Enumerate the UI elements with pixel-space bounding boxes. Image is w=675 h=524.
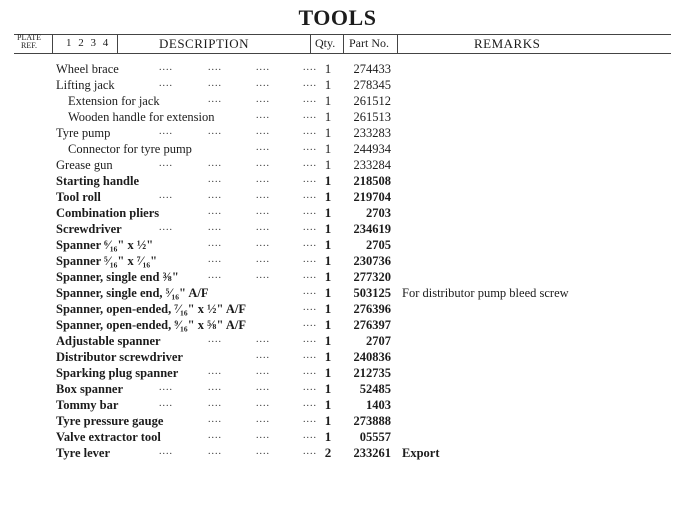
quantity: 1 — [324, 429, 332, 444]
tool-description: Tool roll — [56, 190, 101, 204]
tool-description: Spanner ⁶⁄₁₆" x ½" — [56, 238, 154, 252]
leader-dots: .... — [208, 334, 222, 345]
tools-table-body — [0, 61, 675, 461]
quantity: 1 — [324, 157, 332, 172]
leader-dots: .... — [208, 62, 222, 73]
part-number: 233284 — [353, 158, 391, 172]
quantity: 1 — [324, 381, 332, 396]
quantity: 1 — [324, 237, 332, 252]
leader-dots: .... — [208, 126, 222, 137]
leader-dots: .... — [208, 78, 222, 89]
leader-dots: .... — [256, 94, 270, 105]
leader-dots: .... — [256, 142, 270, 153]
tool-description: Combination pliers — [56, 206, 160, 220]
part-number: 212735 — [353, 366, 391, 380]
tool-description: Tommy bar — [56, 398, 119, 412]
leader-dots: .... — [159, 126, 173, 137]
quantity: 1 — [324, 173, 332, 188]
quantity: 1 — [324, 333, 332, 348]
quantity: 1 — [324, 61, 332, 76]
plate-ref-label: PLATE — [17, 33, 41, 42]
quantity: 1 — [324, 317, 332, 332]
leader-dots: .... — [256, 190, 270, 201]
leader-dots: .... — [208, 238, 222, 249]
leader-dots: .... — [256, 382, 270, 393]
part-number: 261512 — [353, 94, 391, 108]
quantity: 1 — [324, 205, 332, 220]
tool-description: Spanner, single end, ⁵⁄₁₆" A/F — [56, 286, 209, 300]
part-number: 2705 — [366, 238, 391, 252]
quantity: 1 — [324, 349, 332, 364]
part-number: 05557 — [359, 430, 391, 444]
table-row — [0, 333, 675, 349]
table-row — [0, 349, 675, 365]
leader-dots: .... — [159, 382, 173, 393]
quantity: 1 — [324, 221, 332, 236]
table-row — [0, 317, 675, 333]
leader-dots: .... — [208, 414, 222, 425]
quantity: 1 — [324, 109, 332, 124]
tool-description: Sparking plug spanner — [56, 366, 179, 380]
tool-description: Grease gun — [56, 158, 113, 172]
leader-dots: .... — [303, 126, 317, 137]
quantity: 1 — [324, 301, 332, 316]
leader-dots: .... — [303, 302, 317, 313]
column-numbers-header: 1 2 3 4 — [66, 37, 111, 49]
tool-description: Spanner, open-ended, ⁷⁄₁₆" x ½" A/F — [56, 302, 246, 316]
part-number: 233261 — [353, 446, 391, 460]
leader-dots: .... — [303, 350, 317, 361]
leader-dots: .... — [303, 254, 317, 265]
leader-dots: .... — [303, 286, 317, 297]
qty-header: Qty. — [315, 36, 336, 50]
leader-dots: .... — [303, 430, 317, 441]
part-number: 219704 — [353, 190, 391, 204]
table-row — [0, 205, 675, 221]
leader-dots: .... — [256, 126, 270, 137]
leader-dots: .... — [256, 334, 270, 345]
description-header: DESCRIPTION — [159, 36, 250, 51]
table-row — [0, 189, 675, 205]
remark: For distributor pump bleed screw — [402, 286, 569, 300]
quantity: 1 — [324, 397, 332, 412]
plate-ref-header — [17, 34, 41, 50]
tool-description: Tyre lever — [56, 446, 111, 460]
part-number: 233283 — [353, 126, 391, 140]
leader-dots: .... — [159, 222, 173, 233]
tool-description: Tyre pressure gauge — [56, 414, 164, 428]
leader-dots: .... — [256, 254, 270, 265]
leader-dots: .... — [303, 174, 317, 185]
tool-description: Screwdriver — [56, 222, 122, 236]
leader-dots: .... — [208, 382, 222, 393]
leader-dots: .... — [256, 158, 270, 169]
tool-description: Wooden handle for extension — [68, 110, 215, 124]
table-row — [0, 365, 675, 381]
leader-dots: .... — [208, 190, 222, 201]
tool-description: Spanner ⁵⁄₁₆" x ⁷⁄₁₆" — [56, 254, 158, 268]
part-number: 2707 — [366, 334, 391, 348]
table-row — [0, 157, 675, 173]
leader-dots: .... — [303, 78, 317, 89]
leader-dots: .... — [256, 110, 270, 121]
leader-dots: .... — [208, 366, 222, 377]
table-row — [0, 445, 675, 461]
tool-description: Connector for tyre pump — [68, 142, 192, 156]
part-number: 278345 — [353, 78, 391, 92]
table-row — [0, 301, 675, 317]
leader-dots: .... — [208, 254, 222, 265]
leader-dots: .... — [256, 398, 270, 409]
part-number: 261513 — [353, 110, 391, 124]
part-number: 234619 — [353, 222, 391, 236]
quantity: 2 — [324, 445, 332, 460]
part-number: 244934 — [353, 142, 391, 156]
part-number: 273888 — [353, 414, 391, 428]
quantity: 1 — [324, 413, 332, 428]
leader-dots: .... — [303, 110, 317, 121]
leader-dots: .... — [208, 206, 222, 217]
quantity: 1 — [324, 141, 332, 156]
leader-dots: .... — [159, 78, 173, 89]
leader-dots: .... — [208, 174, 222, 185]
quantity: 1 — [324, 93, 332, 108]
leader-dots: .... — [208, 398, 222, 409]
table-row — [0, 109, 675, 125]
leader-dots: .... — [256, 366, 270, 377]
leader-dots: .... — [303, 62, 317, 73]
part-number: 274433 — [353, 62, 391, 76]
tool-description: Valve extractor tool — [56, 430, 161, 444]
leader-dots: .... — [159, 446, 173, 457]
leader-dots: .... — [159, 398, 173, 409]
quantity: 1 — [324, 285, 332, 300]
leader-dots: .... — [159, 190, 173, 201]
leader-dots: .... — [208, 94, 222, 105]
table-row — [0, 253, 675, 269]
part-number: 240836 — [353, 350, 391, 364]
tool-description: Lifting jack — [56, 78, 115, 92]
leader-dots: .... — [208, 158, 222, 169]
leader-dots: .... — [303, 366, 317, 377]
leader-dots: .... — [303, 238, 317, 249]
part-no-header: Part No. — [349, 36, 389, 50]
tool-description: Starting handle — [56, 174, 140, 188]
part-number: 230736 — [353, 254, 391, 268]
leader-dots: .... — [303, 382, 317, 393]
leader-dots: .... — [303, 222, 317, 233]
leader-dots: .... — [159, 62, 173, 73]
leader-dots: .... — [256, 238, 270, 249]
leader-dots: .... — [303, 318, 317, 329]
leader-dots: .... — [256, 174, 270, 185]
part-number: 218508 — [353, 174, 391, 188]
table-row — [0, 125, 675, 141]
table-row — [0, 221, 675, 237]
table-row — [0, 93, 675, 109]
part-number: 52485 — [359, 382, 391, 396]
tool-description: Spanner, open-ended, ⁹⁄₁₆" x ⅝" A/F — [56, 318, 246, 332]
tool-description: Tyre pump — [56, 126, 111, 140]
leader-dots: .... — [208, 446, 222, 457]
leader-dots: .... — [256, 78, 270, 89]
leader-dots: .... — [256, 350, 270, 361]
tool-description: Extension for jack — [68, 94, 160, 108]
remark: Export — [402, 446, 440, 460]
part-number: 276396 — [353, 302, 391, 316]
quantity: 1 — [324, 253, 332, 268]
quantity: 1 — [324, 125, 332, 140]
tool-description: Spanner, single end ⅜" — [56, 270, 179, 284]
leader-dots: .... — [303, 158, 317, 169]
leader-dots: .... — [303, 190, 317, 201]
leader-dots: .... — [256, 222, 270, 233]
quantity: 1 — [324, 77, 332, 92]
leader-dots: .... — [256, 414, 270, 425]
leader-dots: .... — [256, 430, 270, 441]
table-row — [0, 429, 675, 445]
leader-dots: .... — [208, 270, 222, 281]
quantity: 1 — [324, 365, 332, 380]
leader-dots: .... — [208, 222, 222, 233]
part-number: 1403 — [366, 398, 391, 412]
quantity: 1 — [324, 269, 332, 284]
leader-dots: .... — [159, 158, 173, 169]
tool-description: Distributor screwdriver — [56, 350, 183, 364]
tool-description: Box spanner — [56, 382, 124, 396]
leader-dots: .... — [256, 270, 270, 281]
leader-dots: .... — [256, 206, 270, 217]
table-row — [0, 141, 675, 157]
table-row — [0, 173, 675, 189]
leader-dots: .... — [303, 398, 317, 409]
tool-description: Adjustable spanner — [56, 334, 161, 348]
part-number: 503125 — [353, 286, 391, 300]
leader-dots: .... — [256, 446, 270, 457]
leader-dots: .... — [303, 446, 317, 457]
part-number: 277320 — [353, 270, 391, 284]
table-row — [0, 237, 675, 253]
tool-description: Wheel brace — [56, 62, 119, 76]
leader-dots: .... — [208, 430, 222, 441]
plate-ref-sublabel: REF. — [20, 41, 38, 50]
table-row — [0, 269, 675, 285]
leader-dots: .... — [303, 270, 317, 281]
page-title: TOOLS — [298, 5, 377, 30]
table-row — [0, 381, 675, 397]
part-number: 276397 — [353, 318, 391, 332]
remarks-header: REMARKS — [474, 36, 541, 51]
leader-dots: .... — [303, 142, 317, 153]
table-row — [0, 61, 675, 77]
leader-dots: .... — [256, 62, 270, 73]
table-header — [0, 34, 675, 54]
quantity: 1 — [324, 189, 332, 204]
leader-dots: .... — [303, 206, 317, 217]
leader-dots: .... — [303, 334, 317, 345]
table-row — [0, 77, 675, 93]
table-row — [0, 397, 675, 413]
table-row — [0, 413, 675, 429]
leader-dots: .... — [303, 414, 317, 425]
leader-dots: .... — [303, 94, 317, 105]
part-number: 2703 — [366, 206, 391, 220]
table-row — [0, 285, 675, 301]
